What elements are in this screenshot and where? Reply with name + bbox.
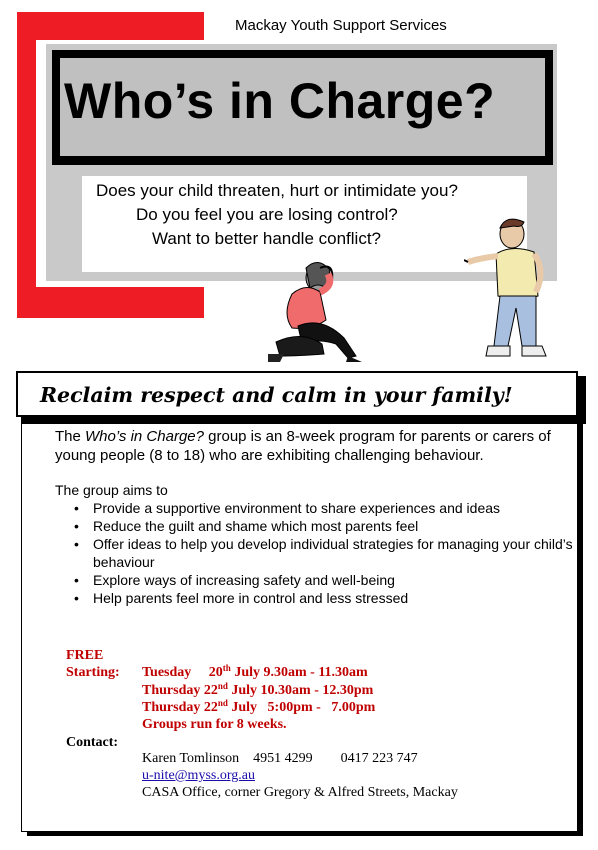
starting-label: Starting: bbox=[66, 665, 120, 680]
contact-address: CASA Office, corner Gregory & Alfred Streets, Mackay bbox=[142, 785, 458, 800]
session-1: Tuesday 20th July 9.30am - 11.30am bbox=[142, 663, 368, 680]
organisation-name: Mackay Youth Support Services bbox=[235, 17, 447, 34]
session-3: Thursday 22nd July 5:00pm - 7.00pm bbox=[142, 698, 376, 715]
bullet-icon: • bbox=[74, 536, 79, 552]
contact-phone: 4951 4299 bbox=[253, 751, 313, 766]
session-2: Thursday 22nd July 10.30am - 12.30pm bbox=[142, 681, 374, 698]
intro-paragraph: The Who’s in Charge? group is an 8-week program for parents or carers of young people (8 to 18) who are exhibiting challenging behaviour. bbox=[55, 428, 551, 464]
bullet-icon: • bbox=[74, 518, 79, 534]
contact-details bbox=[142, 751, 418, 767]
banner-heading: Reclaim respect and calm in your family! bbox=[40, 383, 513, 407]
list-item: • Help parents feel more in control and less stressed bbox=[74, 590, 409, 606]
question-2: Do you feel you are losing control? bbox=[136, 205, 398, 224]
bullet-icon: • bbox=[74, 500, 79, 516]
contact-label: Contact: bbox=[66, 735, 119, 750]
list-item: • Provide a supportive environment to share experiences and ideas bbox=[74, 500, 501, 516]
aims-heading: The group aims to bbox=[55, 482, 168, 498]
free-label: FREE bbox=[66, 648, 104, 663]
program-name: Who’s in Charge? bbox=[85, 428, 204, 445]
bullet-icon: • bbox=[74, 590, 79, 606]
email-link[interactable]: u-nite@myss.org.au bbox=[142, 768, 255, 783]
contact-mobile: 0417 223 747 bbox=[340, 751, 418, 766]
bullet-icon: • bbox=[74, 572, 79, 588]
sitting-parent-illustration bbox=[262, 258, 374, 370]
list-item: • Explore ways of increasing safety and well-being bbox=[74, 572, 395, 588]
question-3: Want to better handle conflict? bbox=[152, 229, 382, 248]
question-1: Does your child threaten, hurt or intimidate you? bbox=[96, 181, 458, 200]
page-title: Who’s in Charge? bbox=[64, 73, 496, 129]
list-item: • Reduce the guilt and shame which most parents feel bbox=[74, 518, 419, 534]
groups-note: Groups run for 8 weeks. bbox=[142, 717, 287, 732]
shouting-youth-illustration bbox=[464, 214, 564, 366]
aims-list bbox=[55, 499, 575, 607]
list-item: • Offer ideas to help you develop individual strategies for managing your child’s behaviour bbox=[74, 536, 573, 570]
contact-name: Karen Tomlinson bbox=[142, 751, 240, 766]
